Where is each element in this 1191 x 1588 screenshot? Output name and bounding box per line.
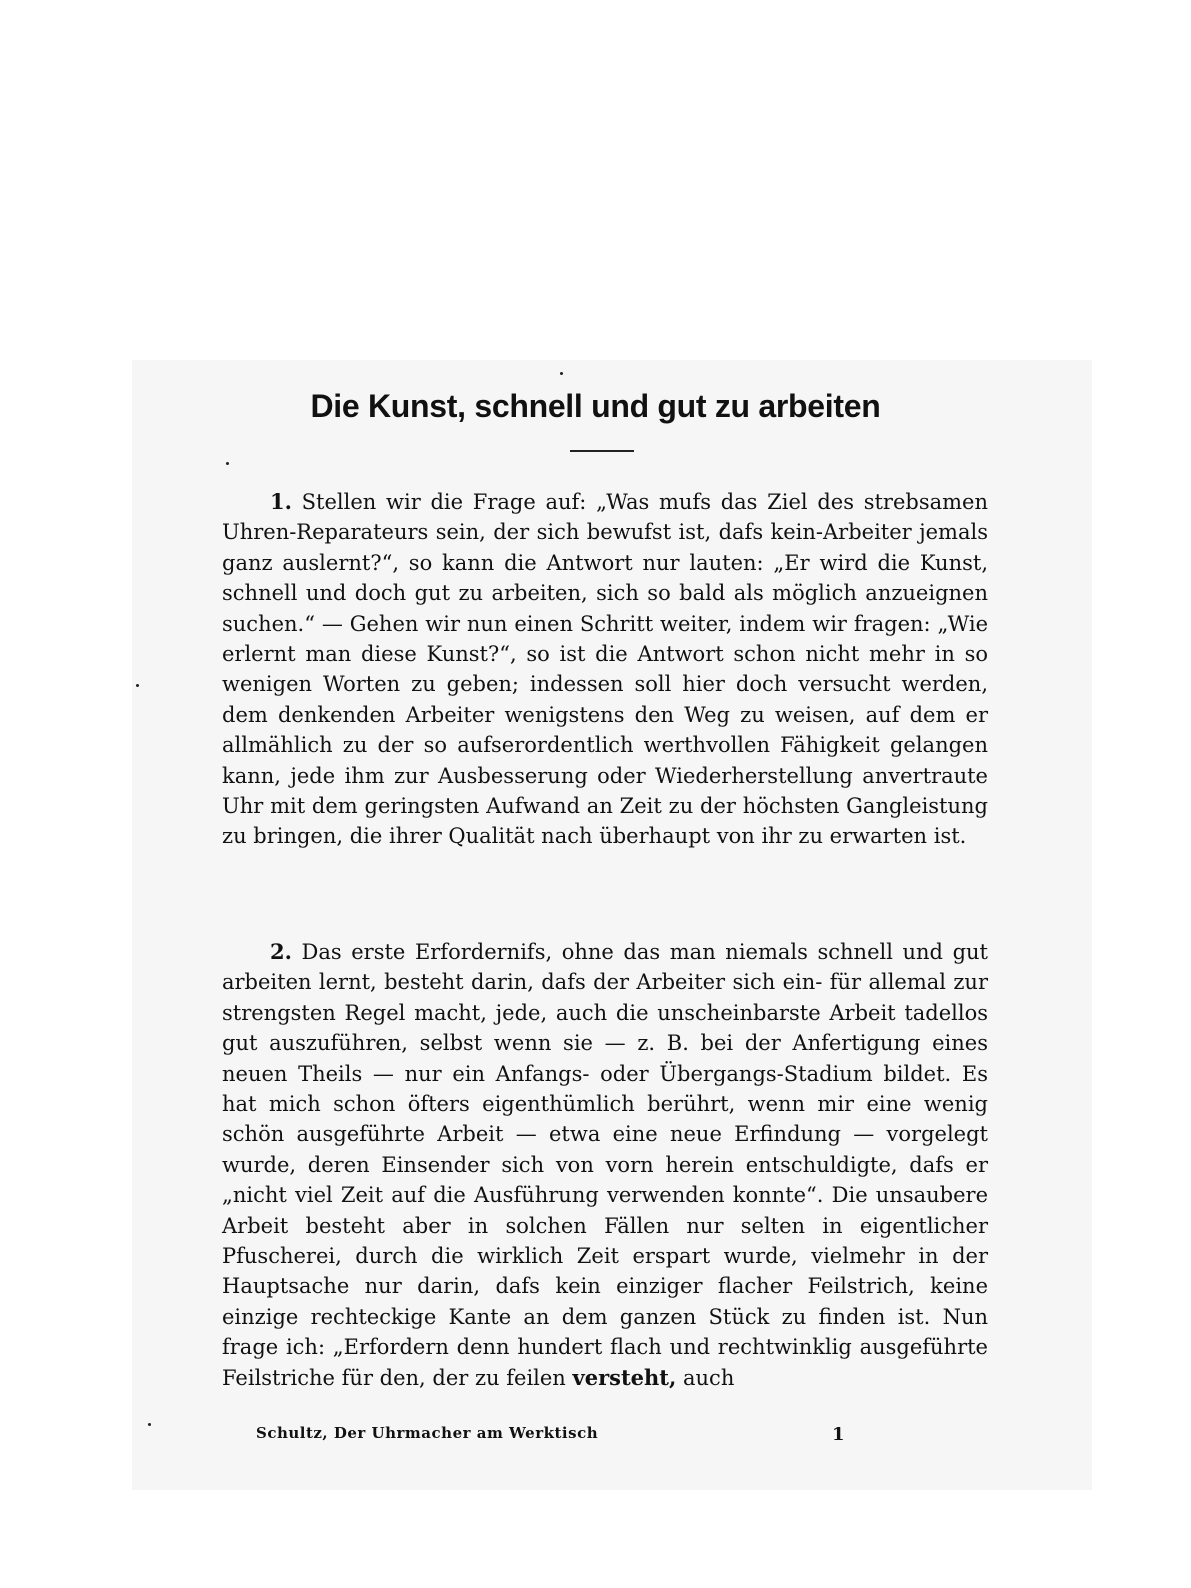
scan-speck <box>136 684 139 687</box>
signature-mark: 1 <box>832 1424 846 1445</box>
scan-speck <box>560 372 563 375</box>
paragraph-1 <box>222 487 988 852</box>
paragraph-2-number: 2. <box>270 939 292 964</box>
paragraph-2-tail: auch <box>683 1365 735 1390</box>
scan-speck <box>226 462 229 465</box>
running-title: Schultz, Der Uhrmacher am Werktisch <box>256 1424 599 1442</box>
scan-speck <box>148 1423 151 1426</box>
paragraph-2-text: Das erste Erfordernifs, ohne das man niemals schnell und gut arbeiten lernt, besteht darin, dafs der Arbeiter sich ein- für allemal zur strengsten Regel macht, jede, auch die unscheinbarste Arbeit tadellos gut auszuführen, selbst wenn sie — z. B. bei der Anfertigung eines neuen Theils — nur ein Anfangs- oder Übergangs-Stadium bildet. Es hat mich schon öfters eigenthümlich berührt, wenn mir eine wenig schön ausgeführte Arbeit — etwa eine neue Erfindung — vorgelegt wurde, deren Einsender sich von vorn herein entschuldigte, dafs er „nicht viel Zeit auf die Ausführung verwenden konnte“. Die unsaubere Arbeit besteht aber in solchen Fällen nur selten in eigentlicher Pfuscherei, durch die wirklich Zeit erspart wurde, vielmehr in der Hauptsache nur darin, dafs kein einziger flacher Feilstrich, keine einzige rechteckige Kante an dem ganzen Stück zu finden ist. Nun frage ich: „Erfordern denn hundert flach und rechtwinklig ausgeführte Feilstriche für den, der zu feilen <box>222 940 988 1390</box>
paragraph-2 <box>222 937 988 1393</box>
paragraph-1-number: 1. <box>270 489 292 514</box>
page-title: Die Kunst, schnell und gut zu arbeiten <box>310 388 881 424</box>
paragraph-2-emphasis: versteht, <box>572 1364 677 1390</box>
paragraph-1-text: Stellen wir die Frage auf: „Was mufs das Ziel des strebsamen Uhren-Reparateurs sein, der sich bewufst ist, dafs kein-Arbeiter jemals ganz auslernt?“, so kann die Antwort nur lauten: „Er wird die Kunst, schnell und doch gut zu arbeiten, sich so bald als möglich anzueignen suchen.“ — Gehen wir nun einen Schritt weiter, indem wir fragen: „Wie erlernt man diese Kunst?“, so ist die Antwort schon nicht mehr in so wenigen Worten zu geben; indessen soll hier doch versucht werden, dem denkenden Arbeiter wenigstens den Weg zu weisen, auf dem er allmählich zu der so aufserordentlich werthvollen Fähigkeit gelangen kann, jede ihm zur Ausbesserung oder Wiederherstellung anvertraute Uhr mit dem geringsten Aufwand an Zeit zu der höchsten Gangleistung zu bringen, die ihrer Qualität nach überhaupt von ihr zu erwarten ist. <box>222 490 988 849</box>
title-rule <box>570 450 634 452</box>
